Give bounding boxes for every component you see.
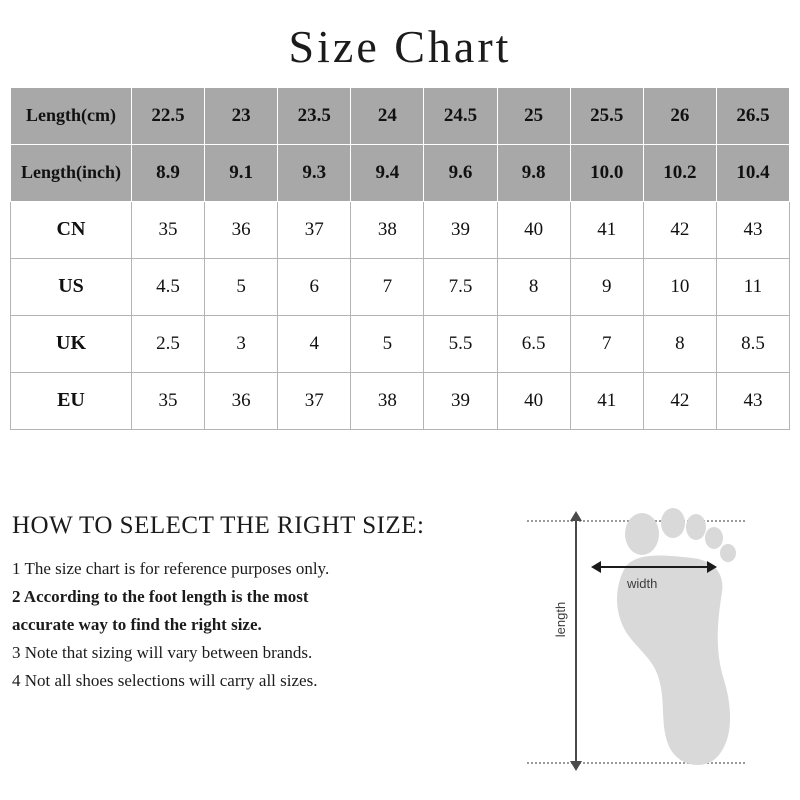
table-cell: 41 [570,372,643,429]
table-cell: 9.6 [424,144,497,201]
how-to-list [12,556,492,694]
table-cell: 5 [351,315,424,372]
table-cell: 8.5 [716,315,789,372]
table-cell: 24 [351,87,424,144]
list-item: 3 Note that sizing will vary between brands. [12,643,313,662]
table-cell: 8 [643,315,716,372]
table-cell: 8 [497,258,570,315]
table-cell: 9 [570,258,643,315]
table-cell: 4.5 [132,258,205,315]
table-cell: 6 [278,258,351,315]
size-chart-table [10,87,790,430]
table-cell: 25 [497,87,570,144]
list-item: 2 According to the foot length is the most [12,587,309,606]
table-cell: 42 [643,201,716,258]
table-cell: 5 [205,258,278,315]
how-to-select-block [12,512,492,696]
table-cell: 10.2 [643,144,716,201]
table-cell: 36 [205,201,278,258]
row-label: Length(cm) [11,87,132,144]
table-cell: 9.3 [278,144,351,201]
table-row [11,315,790,372]
table-cell: 38 [351,372,424,429]
width-arrow [600,566,708,568]
page-title: Size Chart [288,21,512,72]
table-cell: 8.9 [132,144,205,201]
table-cell: 39 [424,201,497,258]
how-to-heading: HOW TO SELECT THE RIGHT SIZE: [12,512,425,539]
table-cell: 39 [424,372,497,429]
row-label: CN [11,201,132,258]
list-item: 4 Not all shoes selections will carry all sizes. [12,671,318,690]
foot-measurement-diagram [505,500,795,800]
list-item: accurate way to find the right size. [12,615,262,634]
table-cell: 43 [716,372,789,429]
table-cell: 7.5 [424,258,497,315]
table-cell: 38 [351,201,424,258]
table-cell: 9.1 [205,144,278,201]
table-row [11,87,790,144]
length-arrow [575,520,577,762]
table-cell: 23 [205,87,278,144]
table-cell: 40 [497,201,570,258]
table-cell: 2.5 [132,315,205,372]
length-label: length [553,601,569,638]
table-cell: 41 [570,201,643,258]
table-cell: 43 [716,201,789,258]
table-cell: 3 [205,315,278,372]
table-row [11,144,790,201]
table-cell: 35 [132,201,205,258]
table-cell: 7 [351,258,424,315]
table-cell: 10.0 [570,144,643,201]
table-cell: 26.5 [716,87,789,144]
table-cell: 7 [570,315,643,372]
table-row [11,201,790,258]
table-cell: 5.5 [424,315,497,372]
table-cell: 23.5 [278,87,351,144]
table-cell: 9.8 [497,144,570,201]
table-cell: 42 [643,372,716,429]
table-cell: 9.4 [351,144,424,201]
row-label: UK [11,315,132,372]
row-label: Length(inch) [11,144,132,201]
table-cell: 25.5 [570,87,643,144]
table-cell: 37 [278,201,351,258]
row-label: EU [11,372,132,429]
table-cell: 4 [278,315,351,372]
width-label: width [627,576,658,591]
table-row [11,258,790,315]
table-cell: 6.5 [497,315,570,372]
table-cell: 22.5 [132,87,205,144]
table-cell: 40 [497,372,570,429]
table-cell: 35 [132,372,205,429]
table-cell: 24.5 [424,87,497,144]
row-label: US [11,258,132,315]
table-row [11,372,790,429]
table-cell: 11 [716,258,789,315]
table-cell: 36 [205,372,278,429]
table-cell: 37 [278,372,351,429]
table-cell: 10.4 [716,144,789,201]
bottom-section [0,500,800,800]
table-cell: 26 [643,87,716,144]
list-item: 1 The size chart is for reference purposes only. [12,559,330,578]
footprint-icon [600,508,740,776]
table-cell: 10 [643,258,716,315]
